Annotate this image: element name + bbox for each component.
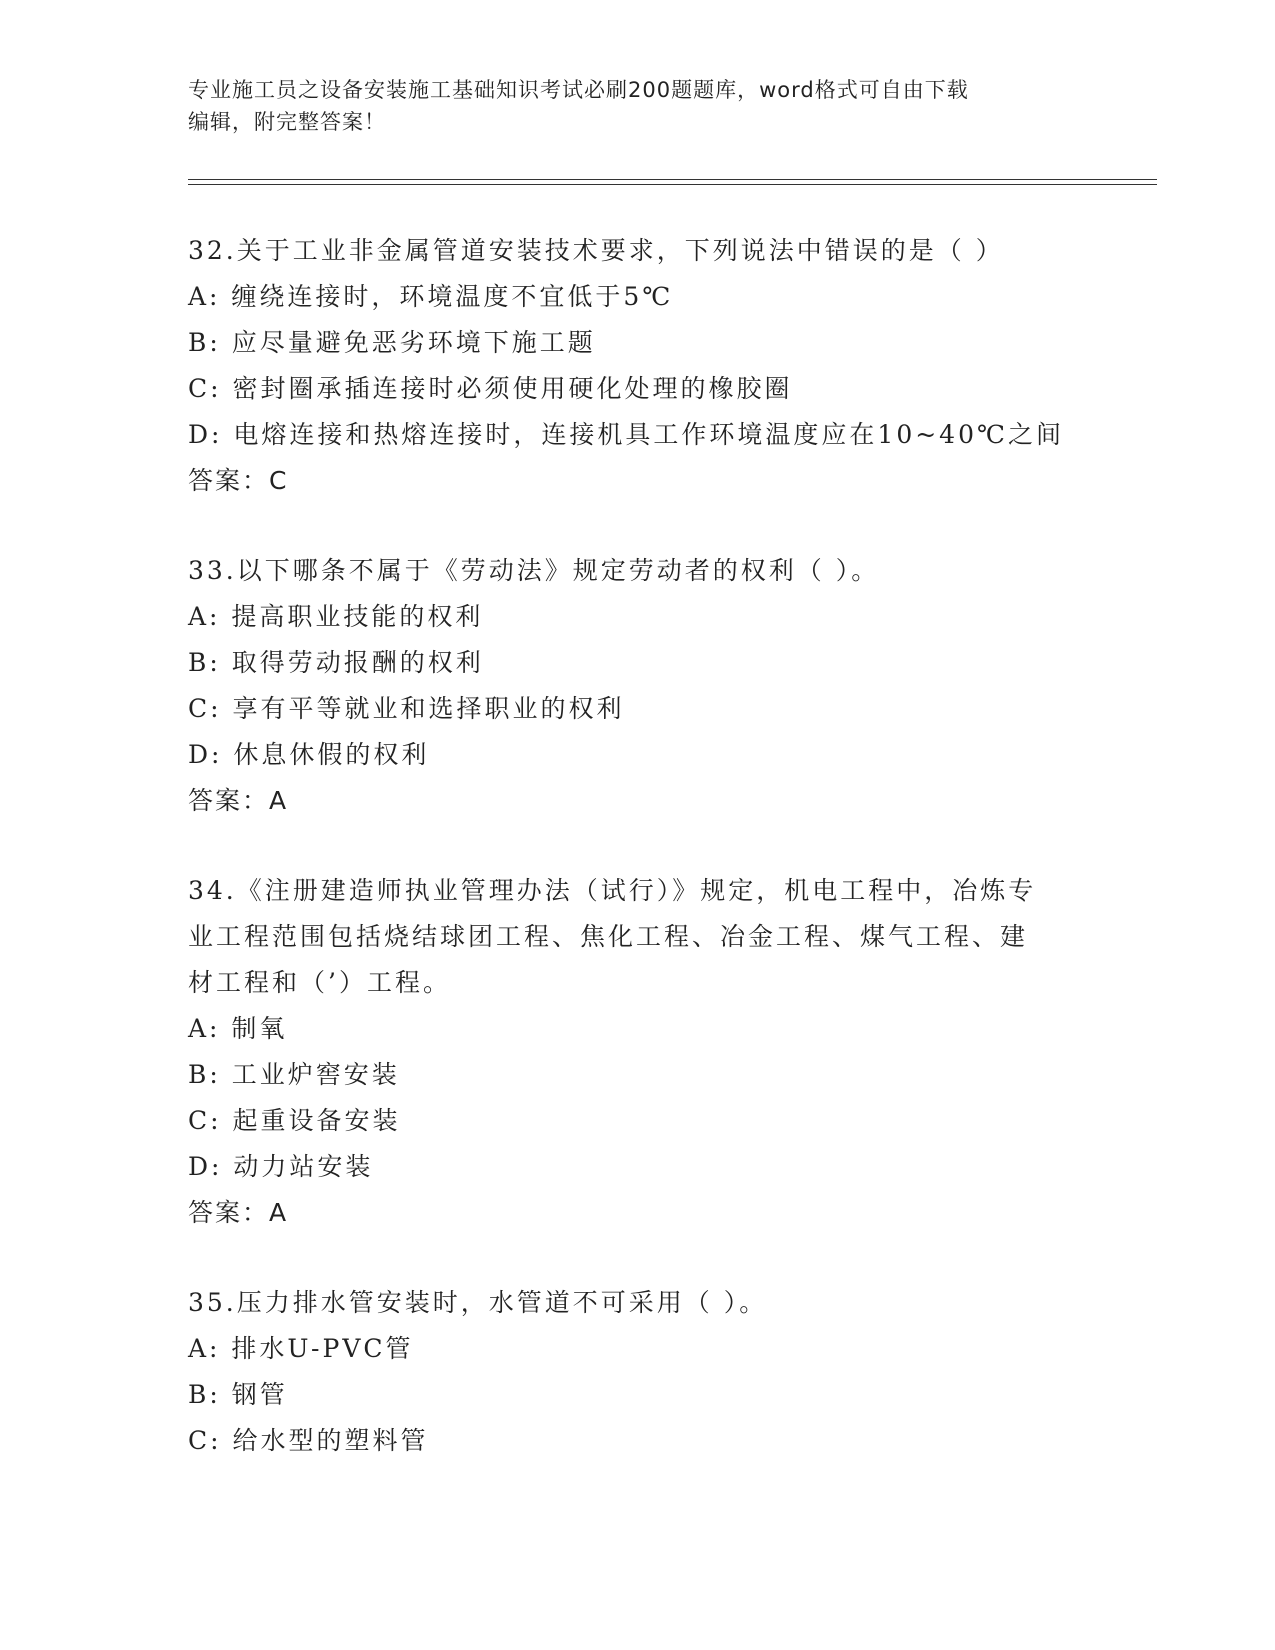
option-c: C: 起重设备安装: [188, 1106, 401, 1135]
option-d: D: 动力站安装: [188, 1152, 374, 1181]
option-a: A: 提高职业技能的权利: [188, 602, 484, 631]
header-line-1: 专业施工员之设备安装施工基础知识考试必刷200题题库，word格式可自由下载: [188, 78, 969, 102]
option-a: A: 制氧: [188, 1014, 288, 1043]
option-d: D: 电熔连接和热熔连接时，连接机具工作环境温度应在10~40℃之间: [188, 420, 1064, 449]
question-33: [188, 548, 1088, 824]
header-line-2: 编辑，附完整答案！: [188, 110, 386, 134]
question-stem: 35.压力排水管安装时，水管道不可采用（ ）。: [188, 1288, 768, 1317]
question-stem: 33.以下哪条不属于《劳动法》规定劳动者的权利（ ）。: [188, 556, 880, 585]
answer-label: 答案：A: [188, 1198, 289, 1227]
option-c: C: 享有平等就业和选择职业的权利: [188, 694, 625, 723]
option-b: B: 应尽量避免恶劣环境下施工题: [188, 328, 596, 357]
option-c: C: 密封圈承插连接时必须使用硬化处理的橡胶圈: [188, 374, 793, 403]
answer-label: 答案：C: [188, 466, 289, 495]
option-a: A: 缠绕连接时，环境温度不宜低于5℃: [188, 282, 674, 311]
option-d: D: 休息休假的权利: [188, 740, 430, 769]
question-stem-line-1: 34.《注册建造师执业管理办法（试行）》规定，机电工程中，冶炼专: [188, 876, 1037, 905]
question-stem-line-2: 业工程范围包括烧结球团工程、焦化工程、冶金工程、煤气工程、建: [188, 922, 1029, 951]
question-stem-line-3: 材工程和（’）工程。: [188, 968, 451, 997]
question-32: [188, 228, 1088, 504]
option-b: B: 取得劳动报酬的权利: [188, 648, 484, 677]
option-b: B: 钢管: [188, 1380, 288, 1409]
document-header: [188, 74, 1068, 138]
option-a: A: 排水U-PVC管: [188, 1334, 414, 1363]
option-b: B: 工业炉窖安装: [188, 1060, 400, 1089]
question-35: [188, 1280, 1088, 1464]
answer-label: 答案：A: [188, 786, 289, 815]
question-stem: 32.关于工业非金属管道安装技术要求，下列说法中错误的是（ ）: [188, 236, 1004, 265]
option-c: C: 给水型的塑料管: [188, 1426, 429, 1455]
question-34: [188, 868, 1088, 1236]
header-divider: [188, 179, 1157, 185]
